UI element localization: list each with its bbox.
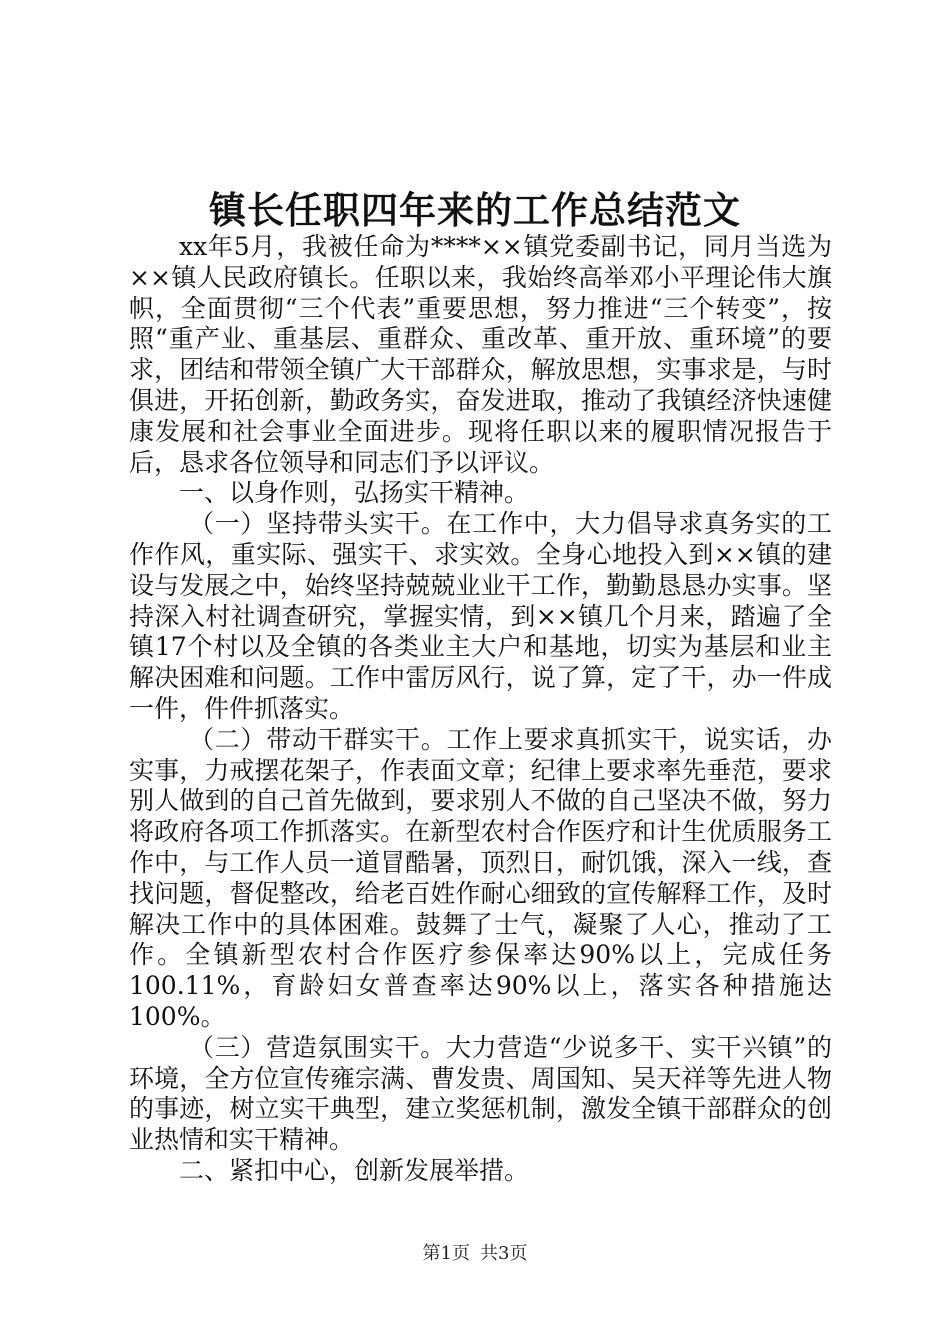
- subsection-paragraph-2: （二）带动干群实干。工作上要求真抓实干，说实话，办实事，力戒摆花架子，作表面文章；纪律上要求率先垂范，要求别人做到的自己首先做到，要求别人不做的自己坚决不做，努力将政府各项工作抓落实。在新型农村合作医疗和计生优质服务工作中，与工作人员一道冒酷暑，顶烈日，耐饥饿，深入一线，查找问题，督促整改，给老百姓作耐心细致的宣传解释工作，及时解决工作中的具体困难。鼓舞了士气，凝聚了人心，推动了工作。全镇新型农村合作医疗参保率达90%以上，完成任务100.11%，育龄妇女普查率达90%以上，落实各种措施达100%。: [129, 724, 832, 1031]
- document-title: 镇长任职四年来的工作总结范文: [209, 188, 741, 232]
- page-total: 共3页: [480, 1243, 528, 1264]
- subsection-paragraph-1: （一）坚持带头实干。在工作中，大力倡导求真务实的工作作风，重实际、强实干、求实效。全身心地投入到××镇的建设与发展之中，始终坚持兢兢业业干工作，勤勤恳恳办实事。坚持深入村社调查研究，掌握实情，到××镇几个月来，踏遍了全镇17个村以及全镇的各类业主大户和基地，切实为基层和业主解决困难和问题。工作中雷厉风行，说了算，定了干，办一件成一件，件件抓落实。: [129, 509, 832, 723]
- page-footer: [0, 1242, 950, 1266]
- intro-paragraph: xx年5月，我被任命为****××镇党委副书记，同月当选为××镇人民政府镇长。任职以来，我始终高举邓小平理论伟大旗帜，全面贯彻“三个代表”重要思想，努力推进“三个转变”，按照“重产业、重基层、重群众、重改革、重开放、重环境”的要求，团结和带领全镇广大干部群众，解放思想，实事求是，与时俱进，开拓创新，勤政务实，奋发进取，推动了我镇经济快速健康发展和社会事业全面进步。现将任职以来的履职情况报告于后，恳求各位领导和同志们予以评议。: [129, 232, 832, 477]
- document-body: [129, 232, 832, 1187]
- subsection-paragraph-3: （三）营造氛围实干。大力营造“少说多干、实干兴镇”的环境，全方位宣传雍宗满、曹发贵、周国知、吴天祥等先进人物的事迹，树立实干典型，建立奖惩机制，激发全镇干部群众的创业热情和实干精神。: [129, 1032, 832, 1155]
- section-heading-2: 二、紧扣中心，创新发展举措。: [179, 1155, 530, 1185]
- section-heading-1: 一、以身作则，弘扬实干精神。: [179, 478, 530, 508]
- page-number: 第1页: [422, 1243, 470, 1264]
